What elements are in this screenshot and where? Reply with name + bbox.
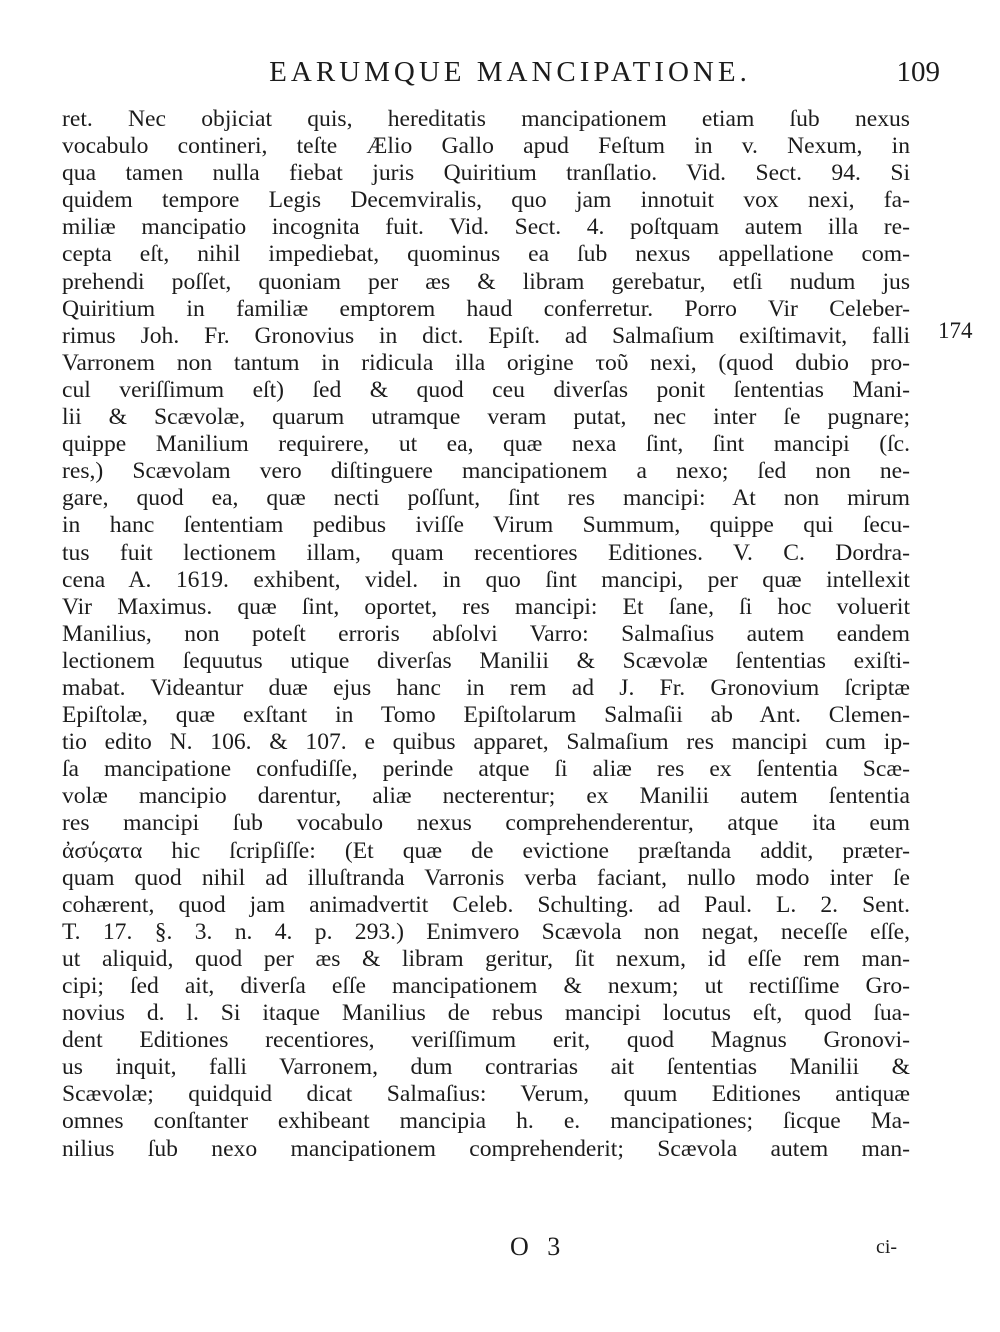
text-line: volæ mancipio darentur, aliæ necterentur; ex Manilii autem ſententia — [62, 783, 910, 810]
page-header — [60, 56, 940, 96]
page-number: 109 — [896, 56, 940, 88]
text-line: vocabulo contineri, teſte Ælio Gallo apud Feſtum in v. Nexum, in — [62, 133, 910, 160]
body-text — [62, 106, 910, 1163]
text-line: nilius ſub nexo mancipationem comprehenderit; Scævola autem man- — [62, 1135, 910, 1162]
text-line: Manilius, non poteſt erroris abſolvi Varro: Salmaſius autem eandem — [62, 620, 910, 647]
text-line: omnes conſtanter exhibeant mancipia h. e. mancipationes; ſicque Ma- — [62, 1108, 910, 1135]
text-line: dent Editiones recentiores, veriſſimum erit, quod Magnus Gronovi- — [62, 1027, 910, 1054]
text-line: Scævolæ; quidquid dicat Salmaſius: Verum, quum Editiones antiquæ — [62, 1081, 910, 1108]
text-line: quidem tempore Legis Decemviralis, quo jam innotuit vox nexi, fa- — [62, 187, 910, 214]
text-line: cul veriſſimum eſt) ſed & quod ceu diverſas ponit ſententias Mani- — [62, 376, 910, 403]
text-line: cena A. 1619. exhibent, videl. in quo ſint mancipi, per quæ intellexit — [62, 566, 910, 593]
text-line: T. 17. §. 3. n. 4. p. 293.) Enimvero Scævola non negat, neceſſe eſſe, — [62, 918, 910, 945]
text-line: quam quod nihil ad illuſtranda Varronis verba faciant, nullo modo inter ſe — [62, 864, 910, 891]
text-line: Vir Maximus. quæ ſint, oportet, res mancipi: Et ſane, ſi hoc voluerit — [62, 593, 910, 620]
text-line: Epiſtolæ, quæ exſtant in Tomo Epiſtolarum Salmaſii ab Ant. Clemen- — [62, 702, 910, 729]
text-line: cohærent, quod jam animadvertit Celeb. Schulting. ad Paul. L. 2. Sent. — [62, 891, 910, 918]
text-line: res,) Scævolam vero diſtinguere mancipationem a nexo; ſed non ne- — [62, 458, 910, 485]
text-line: cepta eſt, nihil impediebat, quominus ea ſub nexus appellatione com- — [62, 241, 910, 268]
text-line: miliæ mancipatio incognita fuit. Vid. Sect. 4. poſtquam autem illa re- — [62, 214, 910, 241]
text-line: tio edito N. 106. & 107. e quibus apparet, Salmaſium res mancipi cum ip- — [62, 729, 910, 756]
text-line: ret. Nec objiciat quis, hereditatis mancipationem etiam ſub nexus — [62, 106, 910, 132]
signature-mark: O 3 — [510, 1232, 567, 1261]
text-line: ut aliquid, quod per æs & libram geritur, ſit nexum, id eſſe rem man- — [62, 945, 910, 972]
text-line: prehendi poſſet, quoniam per æs & libram gerebatur, etſi nudum jus — [62, 268, 910, 295]
text-line: lii & Scævolæ, quarum utramque veram putat, nec inter ſe pugnare; — [62, 404, 910, 431]
text-line: lectionem ſequutus utique diverſas Manilii & Scævolæ ſententias exiſti- — [62, 647, 910, 674]
text-line: mabat. Videantur duæ ejus hanc in rem ad J. Fr. Gronovium ſcriptæ — [62, 674, 910, 701]
margin-note: 174 — [938, 318, 973, 343]
text-line: ἀσύςατα hic ſcripſiſſe: (Et quæ de evictione præſtanda addit, præter- — [62, 837, 910, 864]
text-line: Varronem non tantum in ridicula illa origine τοῦ nexi, (quod dubio pro- — [62, 349, 910, 376]
text-line: res mancipi ſub vocabulo nexus comprehenderentur, atque ita eum — [62, 810, 910, 837]
text-line: Quiritium in familiæ emptorem haud conferretur. Porro Vir Celeber- — [62, 295, 910, 322]
text-line: gare, quod ea, quæ necti poſſunt, ſint res mancipi: At non mirum — [62, 485, 910, 512]
text-line: ſa mancipatione confudiſſe, perinde atque ſi aliæ res ex ſententia Scæ- — [62, 756, 910, 783]
text-line: qua tamen nulla fiebat juris Quiritium tranſlatio. Vid. Sect. 94. Si — [62, 160, 910, 187]
text-line: novius d. l. Si itaque Manilius de rebus mancipi locutus eſt, quod ſua- — [62, 1000, 910, 1027]
running-head: EARUMQUE MANCIPATIONE. — [269, 56, 751, 88]
catchword: ci- — [876, 1236, 898, 1258]
text-line: tus fuit lectionem illam, quam recentiores Editiones. V. C. Dordra- — [62, 539, 910, 566]
text-line: cipi; ſed ait, diverſa eſſe mancipationem & nexum; ut rectiſſime Gro- — [62, 973, 910, 999]
text-line: in hanc ſententiam pedibus iviſſe Virum Summum, quippe qui ſecu- — [62, 512, 910, 539]
text-line: rimus Joh. Fr. Gronovius in dict. Epiſt. ad Salmaſium exiſtimavit, falli — [62, 322, 910, 349]
text-line: us inquit, falli Varronem, dum contrarias ait ſententias Manilii & — [62, 1054, 910, 1081]
text-line: quippe Manilium requirere, ut ea, quæ nexa ſint, ſint mancipi (ſc. — [62, 431, 910, 458]
